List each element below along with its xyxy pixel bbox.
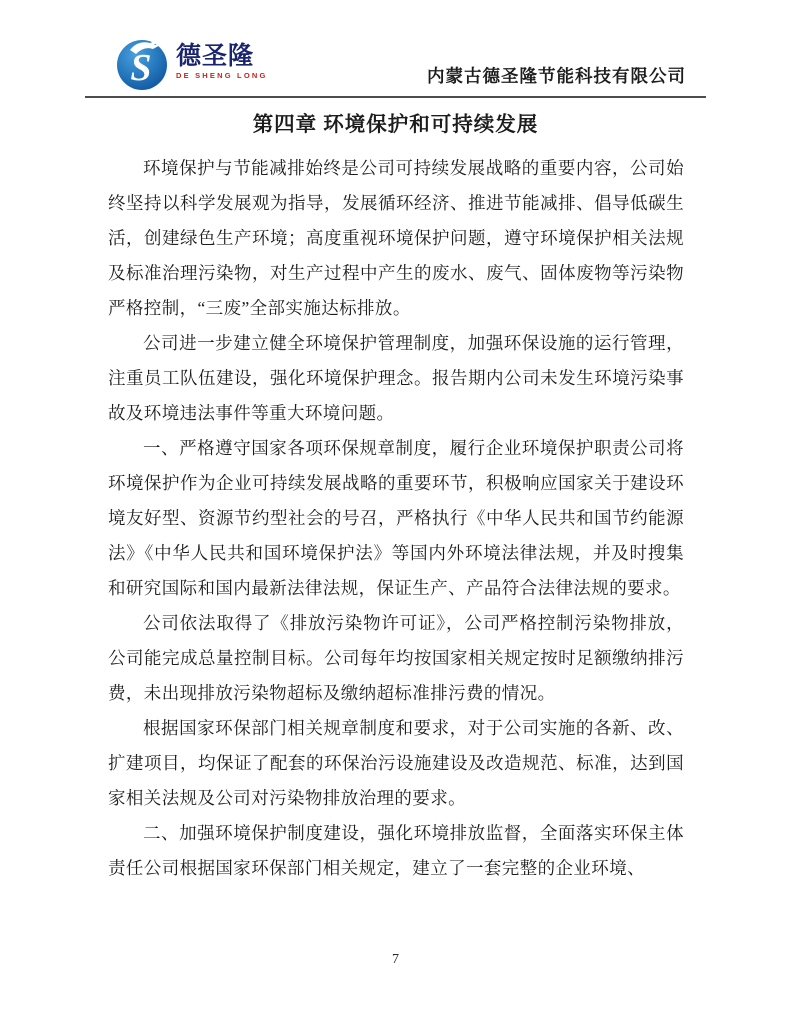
logo-english-name: DE SHENG LONG xyxy=(176,70,268,80)
document-body xyxy=(108,151,684,886)
logo-chinese-name: 德圣隆 xyxy=(176,41,255,70)
dragon-logo-icon xyxy=(116,36,169,91)
chapter-title: 第四章 环境保护和可持续发展 xyxy=(252,114,539,136)
body-paragraph: 公司依法取得了《排放污染物许可证》，公司严格控制污染物排放，公司能完成总量控制目标。公司每年均按国家相关规定按时足额缴纳排污费，未出现排放污染物超标及缴纳超标准排污费的情况。 xyxy=(108,612,684,703)
body-paragraph: 环境保护与节能减排始终是公司可持续发展战略的重要内容，公司始终坚持以科学发展观为指导，发展循环经济、推进节能减排、倡导低碳生活，创建绿色生产环境；高度重视环境保护问题，遵守环境保护相关法规及标准治理污染物，对生产过程中产生的废水、废气、固体废物等污染物严格控制，“三废”全部实施达标排放。 xyxy=(108,157,684,318)
page-header xyxy=(85,0,706,98)
body-paragraph: 一、严格遵守国家各项环保规章制度，履行企业环境保护职责公司将环境保护作为企业可持续发展战略的重要环节，积极响应国家关于建设环境友好型、资源节约型社会的号召，严格执行《中华人民共和国节约能源法》《中华人民共和国环境保护法》等国内外环境法律法规，并及时搜集和研究国际和国内最新法律法规，保证生产、产品符合法律法规的要求。 xyxy=(108,437,684,598)
svg-text:S: S xyxy=(130,47,152,89)
logo-wordmark xyxy=(176,41,268,84)
page-number: 7 xyxy=(392,952,399,967)
company-name: 内蒙古德圣隆节能科技有限公司 xyxy=(427,66,686,86)
body-paragraph: 公司进一步建立健全环境保护管理制度，加强环保设施的运行管理，注重员工队伍建设，强化环境保护理念。报告期内公司未发生环境污染事故及环境违法事件等重大环境问题。 xyxy=(108,332,684,423)
body-paragraph: 二、加强环境保护制度建设，强化环境排放监督，全面落实环保主体责任公司根据国家环保部门相关规定，建立了一套完整的企业环境、 xyxy=(108,822,684,878)
company-logo xyxy=(116,36,268,91)
body-paragraph: 根据国家环保部门相关规章制度和要求，对于公司实施的各新、改、扩建项目，均保证了配套的环保治污设施建设及改造规范、标准，达到国家相关法规及公司对污染物排放治理的要求。 xyxy=(108,717,684,808)
